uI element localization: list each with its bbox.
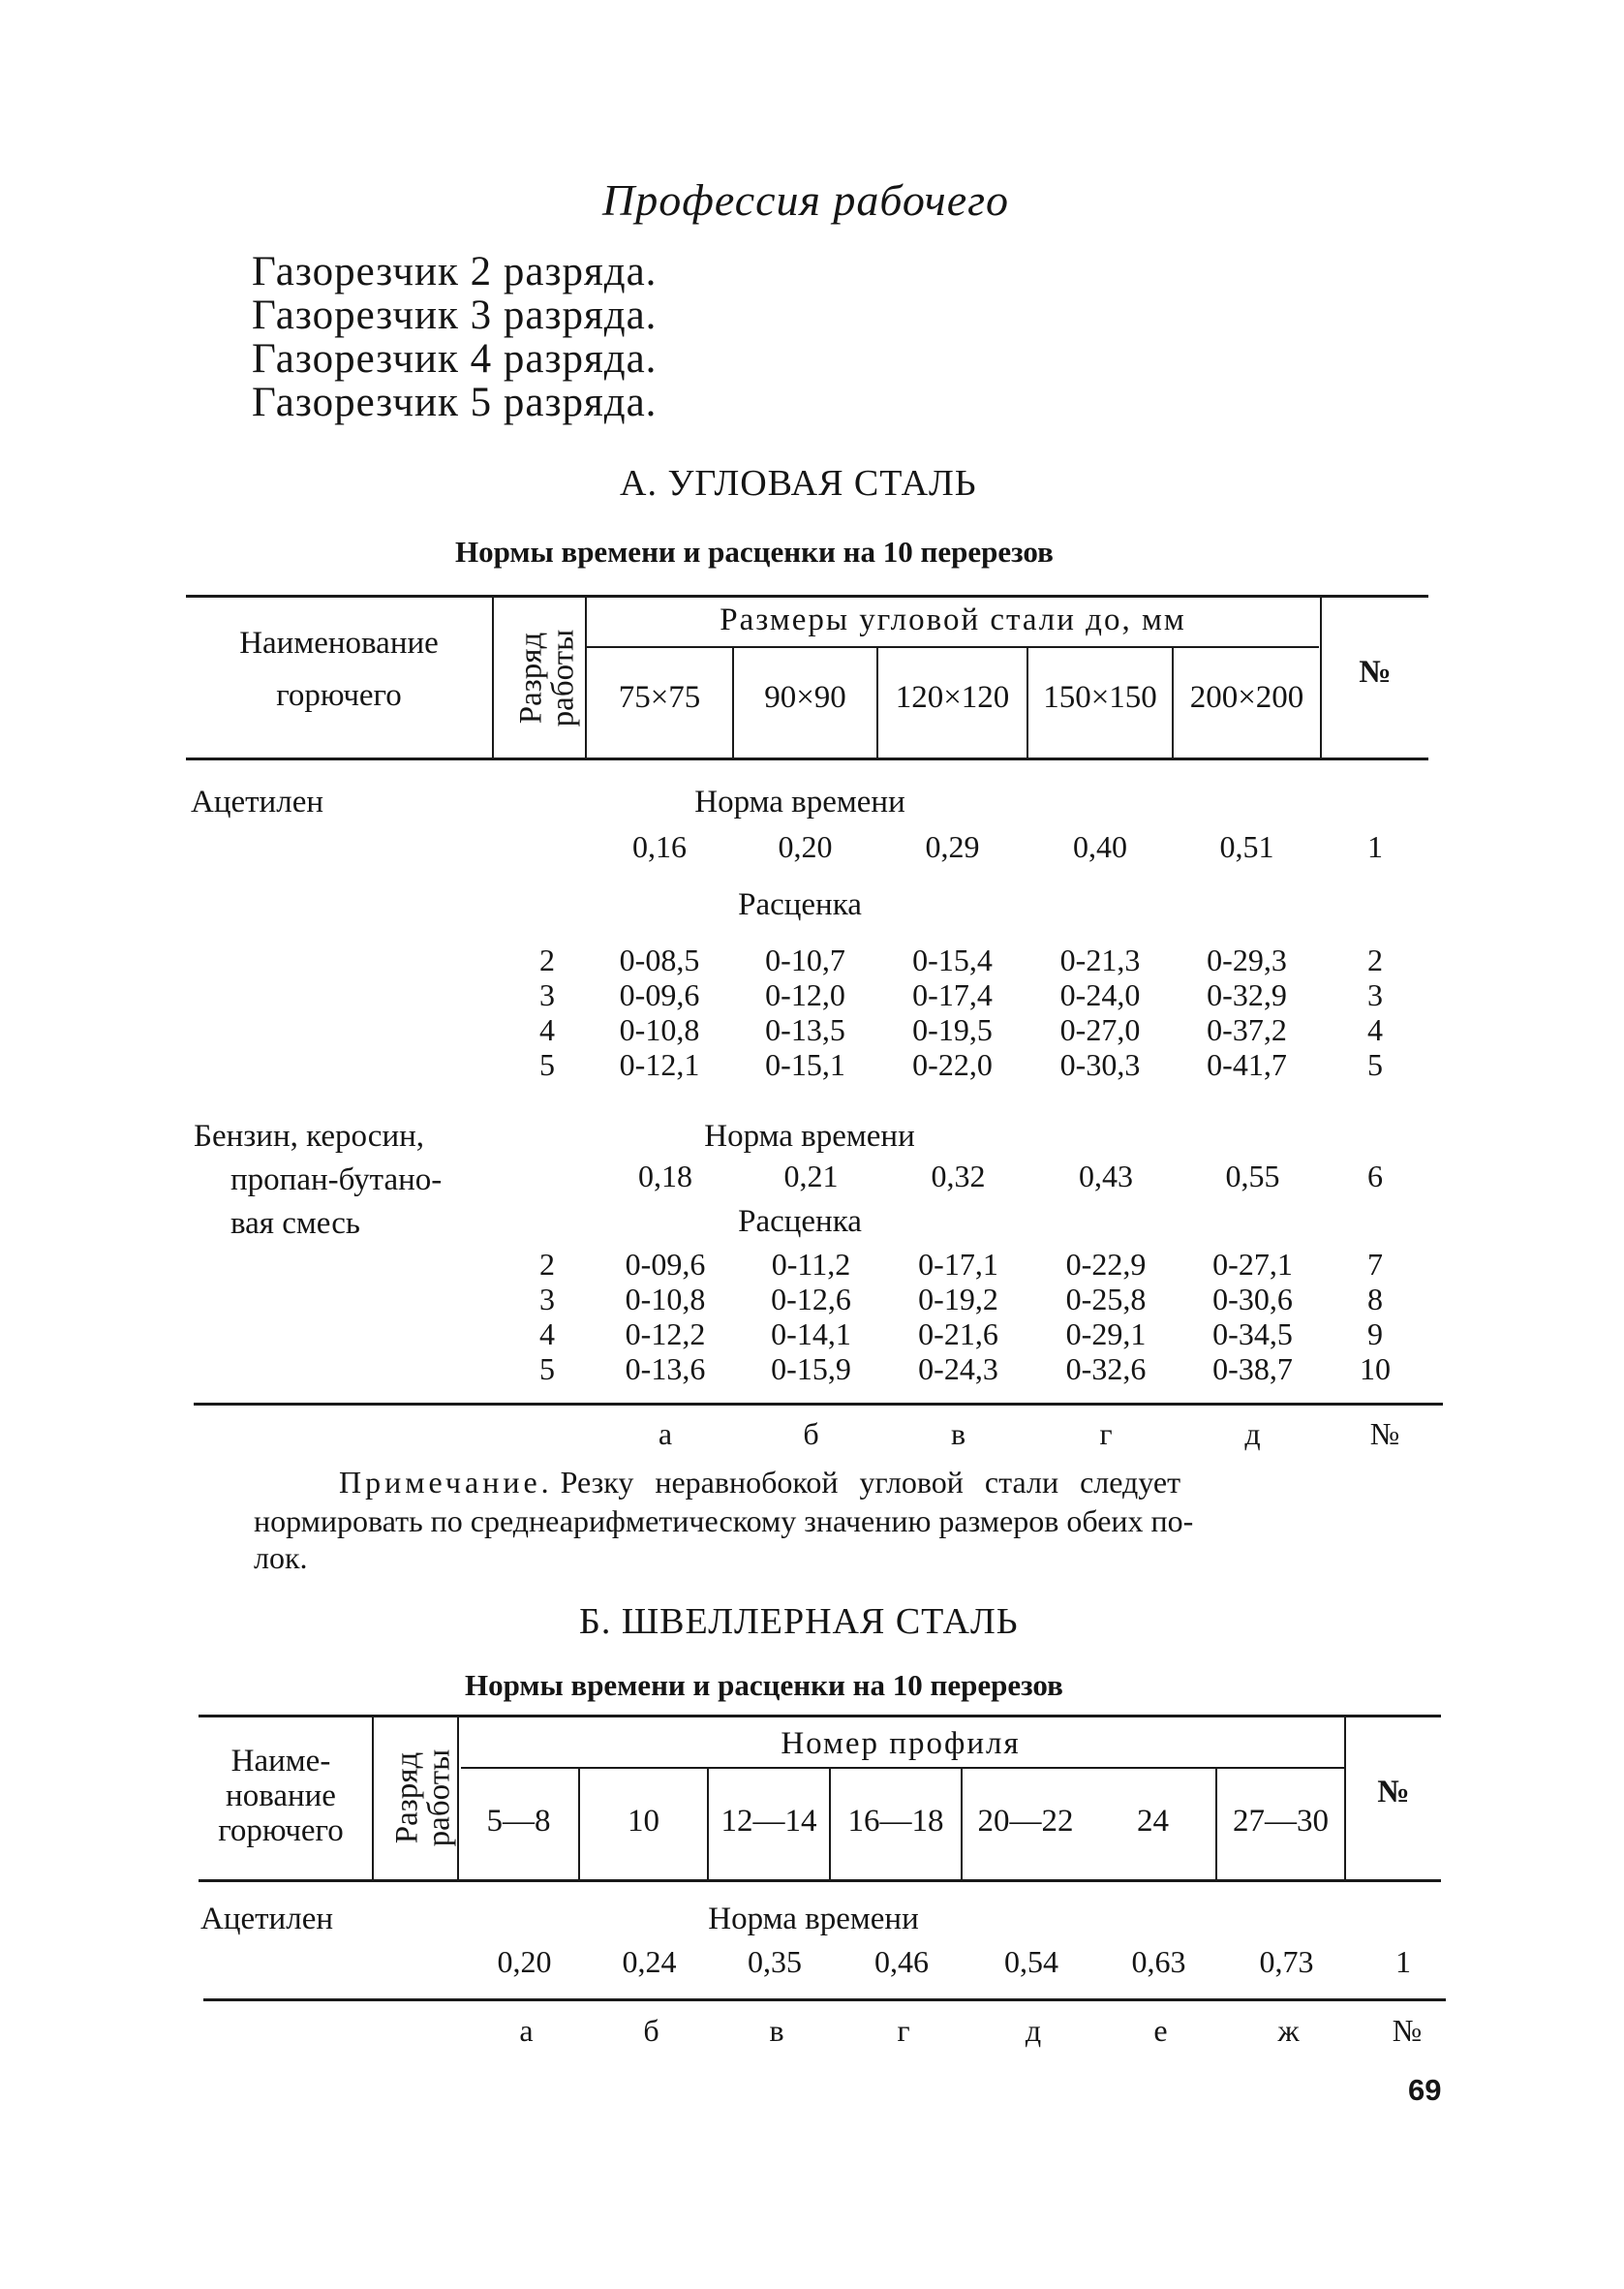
section-b-title: Б. ШВЕЛЛЕРНАЯ СТАЛЬ (579, 1601, 1019, 1642)
norm-value: 0,40 (1073, 829, 1127, 864)
column-letter: б (643, 2013, 659, 2048)
rate-value: 0-10,8 (619, 1012, 700, 1047)
size-column-header: 120×120 (895, 680, 1010, 715)
rate-value: 0-12,6 (771, 1282, 851, 1316)
num-header: № (1359, 655, 1392, 690)
column-letter: в (769, 2013, 784, 2048)
table-bottom-rule (194, 1403, 1443, 1406)
worker-item: Газорезчик 5 разряда. (252, 380, 658, 425)
rate-value: 0-22,9 (1065, 1247, 1147, 1282)
section-a-title: А. УГЛОВАЯ СТАЛЬ (620, 463, 977, 504)
fuel-header: Наименование (239, 626, 439, 661)
rate-value: 0-15,4 (912, 943, 993, 977)
norm-value: 0,18 (638, 1159, 692, 1193)
rate-value: 0-24,3 (918, 1351, 998, 1386)
row-number: 10 (1360, 1351, 1391, 1386)
size-column-header: 75×75 (618, 680, 701, 715)
norm-label: Норма времени (694, 785, 905, 820)
rate-label: Расценка (738, 887, 862, 922)
rate-value: 0-32,9 (1207, 977, 1287, 1012)
column-letter: е (1153, 2013, 1168, 2048)
row-number: 2 (1367, 943, 1383, 977)
rate-value: 0-11,2 (771, 1247, 851, 1282)
column-letter: д (1025, 2013, 1042, 2048)
rate-value: 0-27,0 (1059, 1012, 1141, 1047)
norm-value: 0,43 (1079, 1159, 1133, 1193)
size-column-header: 150×150 (1043, 680, 1157, 715)
grade-value: 3 (539, 1282, 555, 1316)
profile-column-header: 12—14 (720, 1804, 817, 1839)
rate-value: 0-17,1 (918, 1247, 998, 1282)
column-letter: д (1244, 1416, 1261, 1451)
rate-value: 0-09,6 (625, 1247, 706, 1282)
header-divider (492, 598, 494, 758)
row-number: 4 (1367, 1012, 1383, 1047)
norm-value: 0,20 (778, 829, 833, 864)
fuel-name: Ацетилен (191, 785, 323, 820)
fuel-header: горючего (276, 678, 402, 713)
grade-value: 2 (539, 1247, 555, 1282)
column-letter: а (519, 2013, 534, 2048)
norm-value: 0,63 (1131, 1944, 1186, 1979)
fuel-name: вая смесь (230, 1206, 360, 1241)
row-number: 3 (1367, 977, 1383, 1012)
worker-item: Газорезчик 4 разряда. (252, 336, 658, 382)
norm-value: 0,55 (1225, 1159, 1280, 1193)
column-letter: б (803, 1416, 819, 1451)
row-number: 1 (1367, 829, 1383, 864)
row-number: 1 (1395, 1944, 1411, 1979)
grade-header: Разряд работы (389, 1748, 457, 1847)
section-b-subtitle: Нормы времени и расценки на 10 перерезов (465, 1668, 1063, 1702)
rate-value: 0-21,6 (918, 1316, 998, 1351)
rate-value: 0-13,5 (765, 1012, 845, 1047)
norm-value: 0,16 (632, 829, 687, 864)
page-number: 69 (1408, 2073, 1442, 2107)
rate-value: 0-10,7 (765, 943, 845, 977)
rate-value: 0-34,5 (1212, 1316, 1293, 1351)
norm-label: Норма времени (704, 1119, 915, 1154)
rate-value: 0-09,6 (619, 977, 700, 1012)
norm-value: 0,21 (783, 1159, 839, 1193)
rate-value: 0-30,6 (1212, 1282, 1293, 1316)
header-divider (372, 1717, 374, 1879)
rate-value: 0-27,1 (1212, 1247, 1293, 1282)
column-letter-num: № (1369, 1416, 1400, 1451)
profile-column-header: 27—30 (1233, 1804, 1329, 1839)
sizes-header: Размеры угловой стали до, мм (720, 603, 1186, 637)
table-bottom-rule (203, 1998, 1446, 2001)
fuel-header: Наиме- нование горючего (218, 1744, 344, 1848)
rate-value: 0-22,0 (912, 1047, 993, 1082)
section-a-subtitle: Нормы времени и расценки на 10 перерезов (455, 535, 1054, 569)
profile-column-header: 10 (628, 1804, 659, 1839)
row-number: 5 (1367, 1047, 1383, 1082)
header-bottom-rule (199, 1879, 1441, 1882)
profile-column-header: 20—22 (977, 1804, 1074, 1839)
grade-header: Разряд работы (513, 629, 581, 727)
norm-value: 0,32 (931, 1159, 986, 1193)
grade-value: 2 (539, 943, 555, 977)
grade-value: 5 (539, 1351, 555, 1386)
size-column-header: 90×90 (764, 680, 846, 715)
norm-value: 0,35 (748, 1944, 802, 1979)
rate-value: 0-37,2 (1207, 1012, 1287, 1047)
rate-value: 0-30,3 (1059, 1047, 1141, 1082)
header-sub-rule (461, 1767, 1344, 1769)
norm-value: 0,51 (1219, 829, 1274, 864)
norm-value: 0,73 (1259, 1944, 1314, 1979)
norm-value: 0,24 (622, 1944, 677, 1979)
note-label: Примечание. (339, 1465, 553, 1500)
header-bottom-rule (186, 758, 1428, 760)
rate-value: 0-12,2 (625, 1316, 706, 1351)
rate-value: 0-38,7 (1212, 1351, 1293, 1386)
fuel-name: пропан-бутано- (230, 1162, 443, 1197)
grade-value: 3 (539, 977, 555, 1012)
rate-label: Расценка (738, 1204, 862, 1239)
rate-value: 0-12,0 (765, 977, 845, 1012)
rate-value: 0-10,8 (625, 1282, 706, 1316)
rate-value: 0-13,6 (625, 1351, 706, 1386)
note-text: Резку неравнобокой угловой стали следует (560, 1465, 1181, 1500)
profile-column-header: 24 (1137, 1804, 1169, 1839)
row-number: 9 (1367, 1316, 1383, 1351)
column-letter-num: № (1392, 2013, 1423, 2048)
profile-column-header: 16—18 (847, 1804, 944, 1839)
rate-value: 0-12,1 (619, 1047, 700, 1082)
column-letter: ж (1277, 2013, 1300, 2048)
note-text: лок. (254, 1540, 308, 1575)
rate-value: 0-17,4 (912, 977, 993, 1012)
column-letter: г (897, 2013, 910, 2048)
table-top-rule (186, 595, 1428, 598)
norm-value: 0,54 (1004, 1944, 1058, 1979)
rate-value: 0-41,7 (1207, 1047, 1287, 1082)
header-sub-rule (587, 646, 1319, 648)
grade-value: 4 (539, 1316, 555, 1351)
rate-value: 0-29,1 (1065, 1316, 1147, 1351)
num-header: № (1377, 1775, 1410, 1810)
grade-value: 4 (539, 1012, 555, 1047)
rate-value: 0-21,3 (1059, 943, 1141, 977)
rate-value: 0-15,1 (765, 1047, 845, 1082)
profile-header: Номер профиля (781, 1726, 1021, 1761)
profession-title: Профессия рабочего (602, 175, 1010, 225)
column-letter: в (950, 1416, 966, 1451)
column-letter: а (658, 1416, 673, 1451)
row-number: 8 (1367, 1282, 1383, 1316)
norm-value: 0,46 (874, 1944, 929, 1979)
rate-value: 0-25,8 (1065, 1282, 1147, 1316)
column-letter: г (1099, 1416, 1113, 1451)
rate-value: 0-29,3 (1207, 943, 1287, 977)
grade-value: 5 (539, 1047, 555, 1082)
note-text: нормировать по среднеарифметическому значению размеров обеих по- (254, 1503, 1194, 1538)
size-column-header: 200×200 (1189, 680, 1304, 715)
worker-item: Газорезчик 2 разряда. (252, 249, 658, 294)
table-top-rule (199, 1715, 1441, 1717)
rate-value: 0-32,6 (1065, 1351, 1147, 1386)
rate-value: 0-19,2 (918, 1282, 998, 1316)
fuel-name: Ацетилен (200, 1902, 333, 1936)
rate-value: 0-19,5 (912, 1012, 993, 1047)
worker-item: Газорезчик 3 разряда. (252, 293, 658, 338)
rate-value: 0-15,9 (771, 1351, 851, 1386)
norm-value: 0,29 (925, 829, 980, 864)
fuel-name: Бензин, керосин, (194, 1119, 425, 1154)
row-number: 7 (1367, 1247, 1383, 1282)
row-number: 6 (1367, 1159, 1383, 1193)
rate-value: 0-24,0 (1059, 977, 1141, 1012)
profile-column-header: 5—8 (486, 1804, 551, 1839)
rate-value: 0-14,1 (771, 1316, 851, 1351)
norm-label: Норма времени (708, 1902, 919, 1936)
rate-value: 0-08,5 (619, 943, 700, 977)
norm-value: 0,20 (497, 1944, 552, 1979)
